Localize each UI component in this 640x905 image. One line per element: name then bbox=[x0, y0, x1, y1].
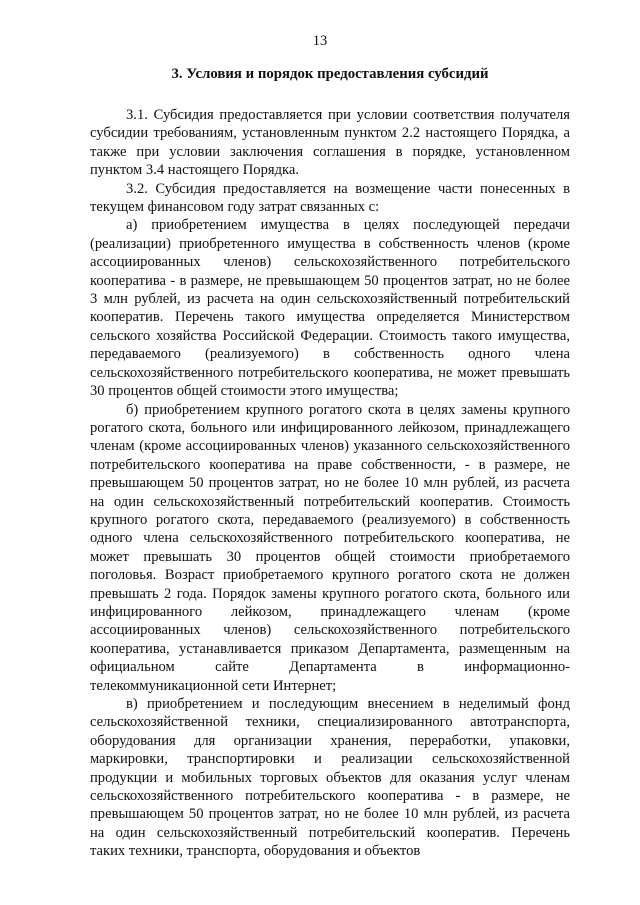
document-body bbox=[90, 64, 570, 861]
paragraph-3-2-v: в) приобретением и последующим внесением в неделимый фонд сельскохозяйственной техники, специализированного автотранспорта, оборудования для организации хранения, переработки, упаковки, маркировки, транспортировки и реализации сельскохозяйственной продукции и мобильных торговых объектов для оказания услуг членам сельскохозяйственного потребительского кооператива - в размере, не превышающем 50 процентов затрат, но не более 10 млн рублей, из расчета на один сельскохозяйственный потребительский кооператив. Перечень таких техники, транспорта, оборудования и объектов bbox=[90, 696, 570, 860]
paragraph-3-1: 3.1. Субсидия предоставляется при условии соответствия получателя субсидии требованиям, установленным пунктом 2.2 настоящего Порядка, а также при условии заключения соглашения в порядке, установленном пунктом 3.4 настоящего Порядка. bbox=[90, 107, 570, 179]
page-number: 13 bbox=[312, 33, 328, 49]
paragraph-3-2: 3.2. Субсидия предоставляется на возмещение части понесенных в текущем финансовом году затрат связанных с: bbox=[90, 180, 570, 216]
section-title: 3. Условия и порядок предоставления субсидий bbox=[171, 66, 489, 82]
paragraph-3-2-b: б) приобретением крупного рогатого скота в целях замены крупного рогатого скота, больного или инфицированного лейкозом, принадлежащего членам (кроме ассоциированных членов) указанного сельскохозяйственного потребительского кооператива на праве собственности, - в размере, не превышающем 50 процентов затрат, но не более 10 млн рублей, из расчета на один сельскохозяйственный потребительский кооператив. Стоимость крупного рогатого скота, передаваемого (реализуемого) в собственность одного члена сельскохозяйственного потребительского кооператива, не может превышать 30 процентов общей стоимости приобретаемого поголовья. Возраст приобретаемого крупного рогатого скота не должен превышать 2 года. Порядок замены крупного рогатого скота, больного или инфицированного лейкозом, принадлежащего членам (кроме ассоциированных членов) сельскохозяйственного потребительского кооператива, устанавливается приказом Департамента, размещенным на официальном сайте Департамента в информационно-телекоммуникационной сети Интернет; bbox=[90, 401, 570, 694]
paragraph-3-2-a: а) приобретением имущества в целях последующей передачи (реализации) приобретенного имущества в собственность членов (кроме ассоциированных членов) сельскохозяйственного потребительского кооператива - в размере, не превышающем 50 процентов затрат, но не более 3 млн рублей, из расчета на один сельскохозяйственный потребительский кооператив. Перечень такого имущества определяется Министерством сельского хозяйства Российской Федерации. Стоимость такого имущества, передаваемого (реализуемого) в собственность одного члена сельскохозяйственного потребительского кооператива, не может превышать 30 процентов общей стоимости этого имущества; bbox=[90, 217, 570, 400]
